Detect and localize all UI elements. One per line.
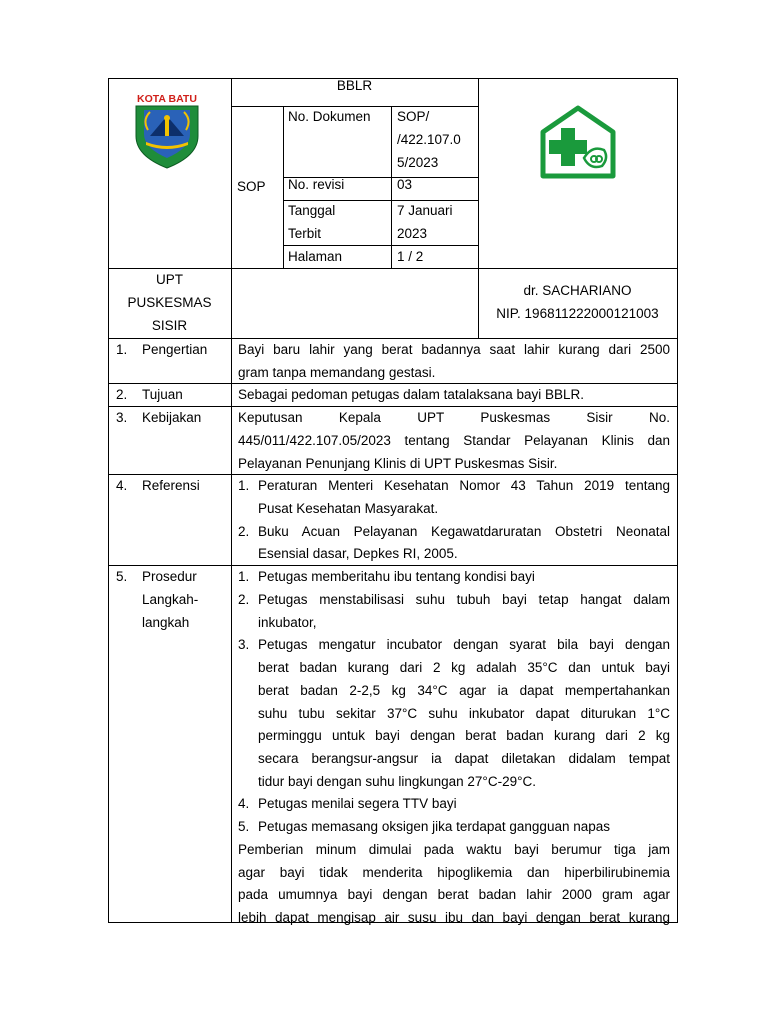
step-3-num: 3.: [238, 637, 250, 652]
step-2-num: 2.: [238, 592, 250, 607]
section-4-num: 4.: [116, 478, 128, 493]
step-3-line-1: Petugas mengatur incubator dengan syarat bila bayi dengan: [258, 637, 670, 652]
ref-1-line-2: Pusat Kesehatan Masyarakat.: [258, 501, 439, 516]
section-3-num: 3.: [116, 410, 128, 425]
section-1-num: 1.: [116, 342, 128, 357]
meta-value-dokumen-2: /422.107.0: [397, 132, 461, 147]
meta-value-halaman: 1 / 2: [397, 249, 424, 264]
kota-batu-logo: [130, 90, 204, 170]
meta-label-no-dokumen: No. Dokumen: [288, 109, 371, 124]
step-4-num: 4.: [238, 796, 250, 811]
logo-text: KOTA BATU: [137, 93, 197, 105]
org-line-3: SISIR: [151, 318, 188, 333]
section-5-title-3: langkah: [142, 615, 190, 630]
step-3-line-3: berat badan 2-2,5 kg 34°C agar ia dapat mempertahankan: [258, 683, 670, 698]
section-1-line-2: gram tanpa memandang gestasi.: [238, 365, 436, 380]
step-3-line-4: suhu tubu sekitar 37°C suhu inkubator dapat diturukan 1°C: [258, 706, 670, 721]
section-3-line-2: 445/011/422.107.05/2023 tentang Standar Pelayanan Klinis dan: [238, 433, 670, 448]
meta-label-halaman: Halaman: [288, 249, 343, 264]
step-4-line-1: Petugas menilai segera TTV bayi: [258, 796, 457, 811]
section-5-num: 5.: [116, 569, 128, 584]
sop-label: SOP: [237, 179, 266, 194]
step-1-num: 1.: [238, 569, 250, 584]
meta-label-no-revisi: No. revisi: [288, 177, 345, 192]
ref-1-num: 1.: [238, 478, 250, 493]
step-5-line-1: Petugas memasang oksigen jika terdapat gangguan napas: [258, 819, 610, 834]
meta-label-tanggal: Tanggal: [288, 203, 336, 218]
step-3-line-5: perminggu untuk bayi dengan berat badan kurang dari 2 kg: [258, 728, 670, 743]
section-5-title-2: Langkah-: [142, 592, 199, 607]
meta-value-revisi: 03: [397, 177, 413, 192]
section-3-line-3: Pelayanan Penunjang Klinis di UPT Puskesmas Sisir.: [238, 456, 558, 471]
step-3-line-6: secara berangsur-angsur ia dapat diletakan didalam tempat: [258, 751, 670, 766]
step-2-line-2: inkubator,: [258, 615, 317, 630]
para-line-4: lebih dapat mengisap air susu ibu dan bayi dengan berat kurang: [238, 910, 670, 925]
section-2-title: Tujuan: [142, 387, 183, 402]
meta-label-terbit: Terbit: [288, 226, 322, 241]
step-1-line-1: Petugas memberitahu ibu tentang kondisi bayi: [258, 569, 535, 584]
para-line-3: pada umumnya bayi dengan berat badan lahir 2000 gram agar: [238, 887, 670, 902]
step-2-line-1: Petugas menstabilisasi suhu tubuh bayi tetap hangat dalam: [258, 592, 670, 607]
meta-value-tanggal-1: 7 Januari: [397, 203, 453, 218]
section-1-line-1: Bayi baru lahir yang berat badannya saat lahir kurang dari 2500: [238, 342, 670, 357]
puskesmas-logo: [537, 102, 619, 182]
step-3-line-7: tidur bayi dengan suhu lingkungan 27°C-29°C.: [258, 774, 536, 789]
section-2-num: 2.: [116, 387, 128, 402]
step-5-num: 5.: [238, 819, 250, 834]
ref-2-line-1: Buku Acuan Pelayanan Kegawatdaruratan Obstetri Neonatal: [258, 524, 670, 539]
section-3-title: Kebijakan: [142, 410, 202, 425]
section-3-line-1: Keputusan Kepala UPT Puskesmas Sisir No.: [238, 410, 670, 425]
section-1-title: Pengertian: [142, 342, 208, 357]
meta-value-dokumen-3: 5/2023: [397, 155, 439, 170]
org-line-1: UPT: [156, 272, 183, 287]
ref-2-line-2: Esensial dasar, Depkes RI, 2005.: [258, 546, 458, 561]
step-3-line-2: berat badan kurang dari 2 kg adalah 35°C dan untuk bayi: [258, 660, 670, 675]
section-4-title: Referensi: [142, 478, 200, 493]
signer-nip: NIP. 196811222000121003: [496, 306, 659, 321]
org-line-2: PUSKESMAS: [127, 295, 212, 310]
signer-name: dr. SACHARIANO: [523, 283, 632, 298]
meta-value-tanggal-2: 2023: [397, 226, 428, 241]
para-line-2: agar bayi tidak menderita hipoglikemia dan hiperbilirubinemia: [238, 865, 670, 880]
meta-value-dokumen-1: SOP/: [397, 109, 430, 124]
document-title: BBLR: [336, 78, 373, 93]
ref-1-line-1: Peraturan Menteri Kesehatan Nomor 43 Tahun 2019 tentang: [258, 478, 670, 493]
section-2-line-1: Sebagai pedoman petugas dalam tatalaksana bayi BBLR.: [238, 387, 584, 402]
para-line-1: Pemberian minum dimulai pada waktu bayi berumur tiga jam: [238, 842, 670, 857]
section-5-title-1: Prosedur: [142, 569, 197, 584]
ref-2-num: 2.: [238, 524, 250, 539]
